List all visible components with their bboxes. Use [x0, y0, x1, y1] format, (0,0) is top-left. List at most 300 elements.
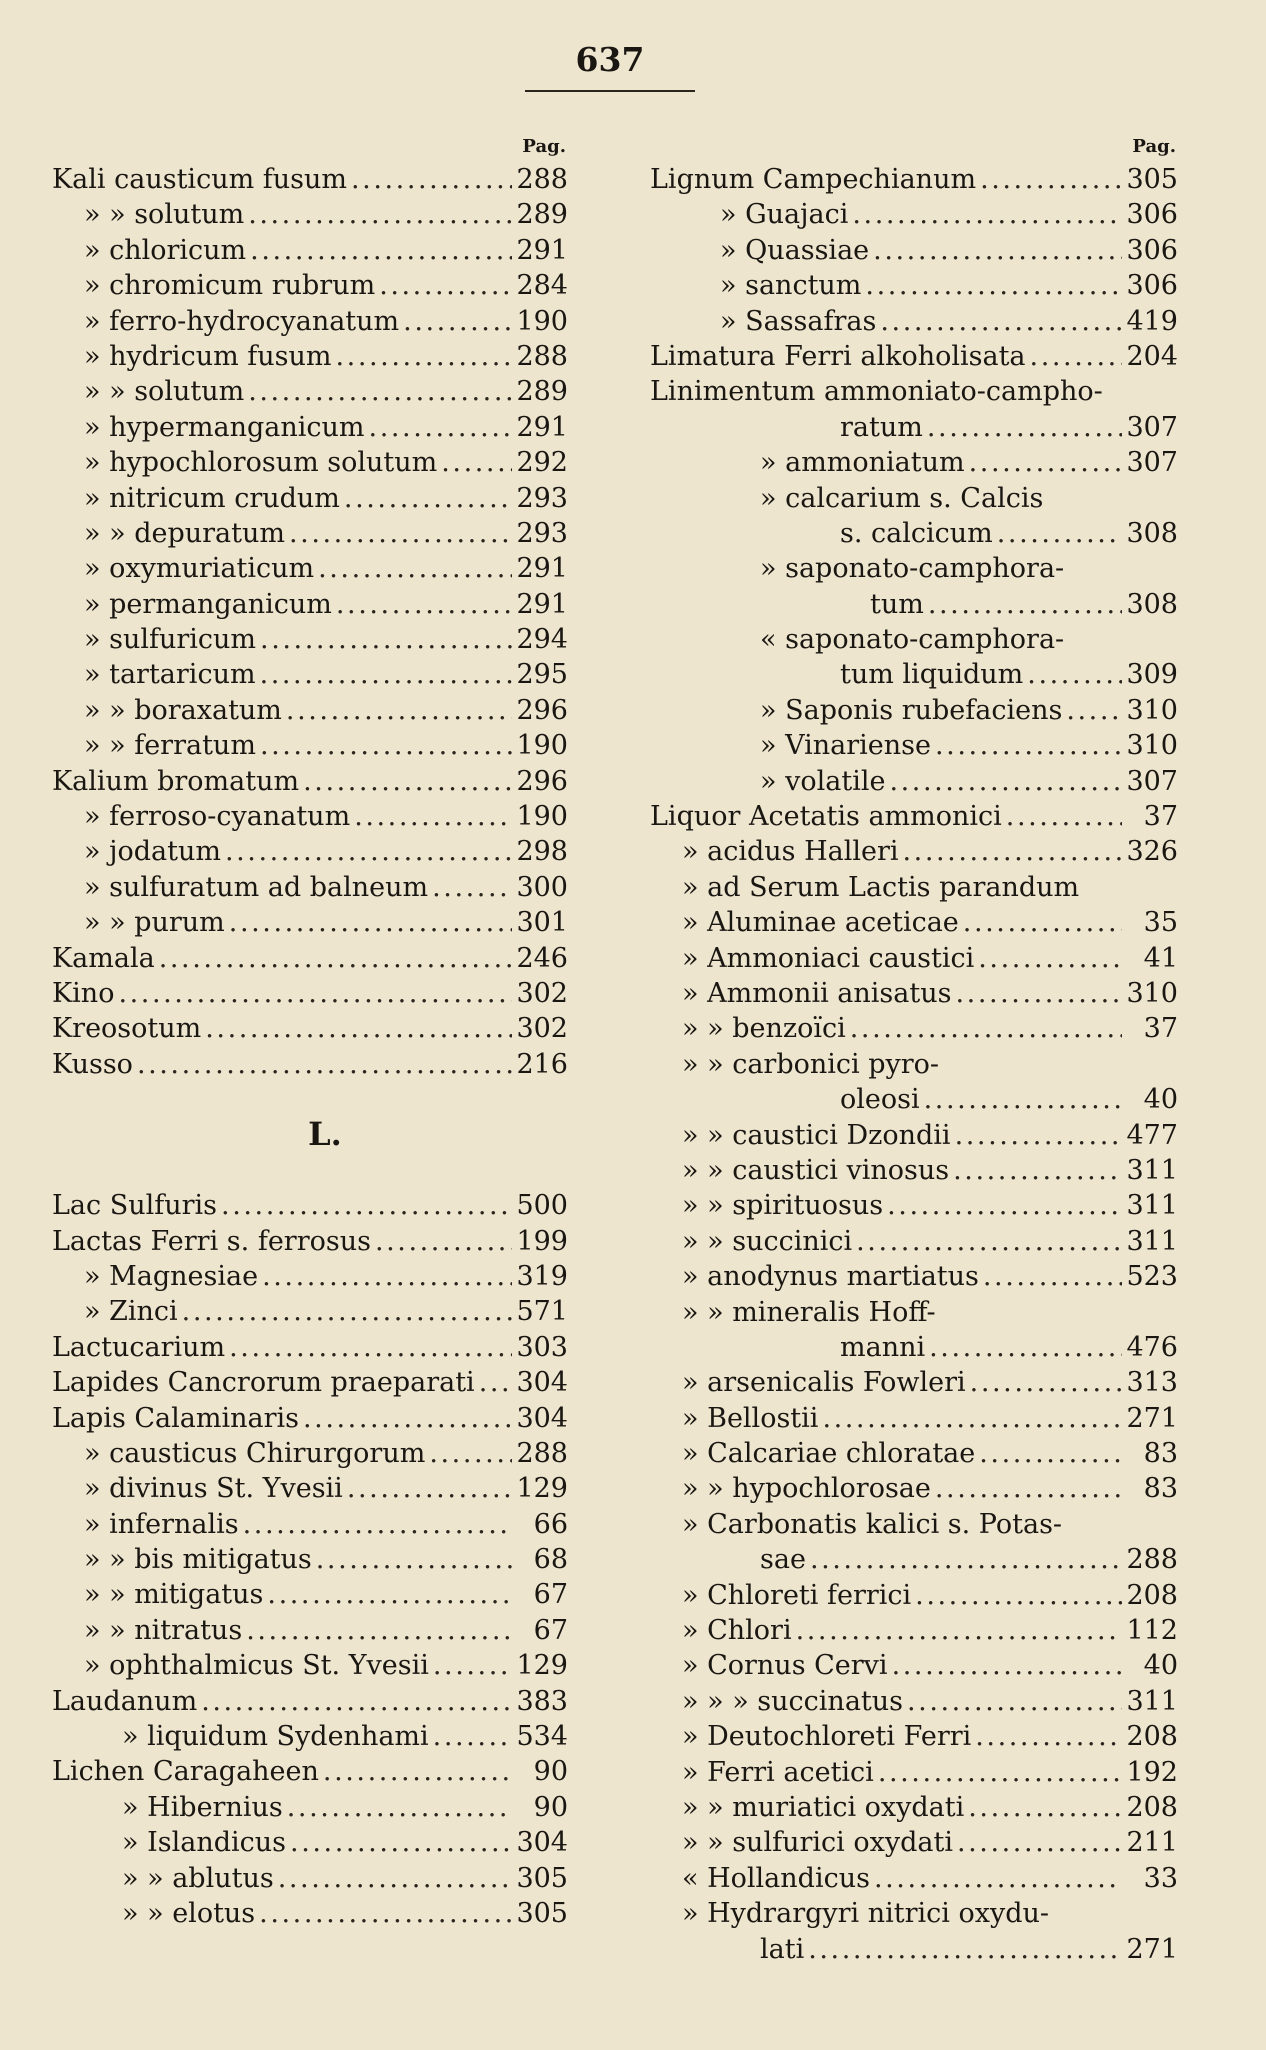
dot-leader: [267, 1577, 512, 1612]
entry-page: 66: [533, 1508, 568, 1540]
pag-label-right: Pag.: [1132, 136, 1176, 157]
entry-page: 306: [1126, 234, 1178, 266]
index-entry: [650, 799, 1178, 834]
entry-term: » » depuratum: [84, 517, 285, 549]
entry-page: 319: [516, 1260, 568, 1292]
entry-term: » » mineralis Hoff-: [682, 1296, 936, 1328]
entry-page: 477: [1126, 1119, 1178, 1151]
dot-leader: [248, 197, 512, 232]
entry-term: » » sulfurici oxydati: [682, 1827, 953, 1859]
entry-term: » ad Serum Lactis parandum: [682, 871, 1080, 903]
index-entry: [650, 1365, 1178, 1400]
entry-page: 288: [516, 164, 568, 195]
entry-term: » hydricum fusum: [84, 340, 332, 372]
entry-page: 90: [533, 1756, 568, 1788]
index-entry: [52, 941, 568, 976]
entry-term: » Carbonatis kalici s. Potas-: [682, 1508, 1063, 1540]
index-entry: [650, 728, 1178, 763]
index-entry: [650, 551, 1178, 586]
entry-page: 307: [1126, 447, 1178, 479]
entry-page: 41: [1143, 942, 1178, 974]
index-entry: [52, 1401, 568, 1436]
index-entry: [650, 445, 1178, 480]
entry-page: 208: [1126, 1579, 1178, 1611]
dot-leader: [955, 1118, 1122, 1153]
entry-page: 208: [1126, 1791, 1178, 1823]
entry-page: 40: [1143, 1084, 1178, 1116]
dot-leader: [983, 1259, 1122, 1294]
dot-leader: [955, 976, 1122, 1011]
dot-leader: [979, 1436, 1122, 1471]
entry-term: » chromicum rubrum: [84, 270, 376, 302]
dot-leader: [852, 197, 1122, 232]
entry-term: Linimentum ammoniato-campho-: [650, 376, 1103, 408]
dot-leader: [969, 445, 1122, 480]
entry-term: » » solutum: [84, 376, 245, 408]
index-entry: [650, 1542, 1178, 1577]
dot-leader: [433, 1648, 512, 1683]
entry-term: » Ferri acetici: [682, 1756, 874, 1788]
entry-page: 305: [516, 1862, 568, 1894]
entry-term: » calcarium s. Calcis: [760, 482, 1044, 514]
index-entry: [52, 976, 568, 1011]
dot-leader: [347, 1471, 512, 1506]
index-entry: [650, 941, 1178, 976]
entry-term: » causticus Chirurgorum: [84, 1437, 426, 1469]
entry-page: 37: [1143, 801, 1178, 833]
entry-term: » » caustici Dzondii: [682, 1119, 951, 1151]
entry-page: 293: [516, 482, 568, 514]
entry-page: 83: [1143, 1438, 1178, 1470]
entry-page: 296: [516, 694, 568, 726]
entry-term: » ferro-hydrocyanatum: [84, 305, 400, 337]
dot-leader: [856, 1224, 1122, 1259]
entry-page: 534: [516, 1721, 568, 1753]
dot-leader: [260, 622, 512, 657]
index-entry: [52, 233, 568, 268]
entry-term: » sulfuricum: [84, 624, 257, 656]
dot-leader: [137, 1047, 512, 1082]
entry-term: » volatile: [760, 765, 886, 797]
dot-leader: [323, 1754, 512, 1789]
entry-term: » divinus St. Yvesii: [84, 1473, 343, 1505]
entry-term: » acidus Halleri: [682, 836, 899, 868]
entry-term: » Aluminae aceticae: [682, 907, 959, 939]
entry-term: » » purum: [84, 907, 225, 939]
entry-page: 302: [516, 1013, 568, 1045]
index-entry: [650, 1507, 1178, 1542]
dot-leader: [243, 1507, 512, 1542]
entry-term: » » hypochlorosae: [682, 1473, 931, 1505]
entry-page: 305: [516, 1897, 568, 1929]
dot-leader: [997, 516, 1122, 551]
entry-term: » sanctum: [720, 270, 862, 302]
entry-page: 291: [516, 553, 568, 585]
index-entry: [52, 1188, 568, 1223]
dot-leader: [980, 162, 1122, 197]
index-entry: [52, 1648, 568, 1683]
entry-page: 271: [1126, 1933, 1178, 1965]
dot-leader: [303, 1401, 512, 1436]
entry-page: 326: [1126, 836, 1178, 868]
index-entry: [650, 1259, 1178, 1294]
entry-term: tum: [870, 588, 924, 620]
index-entry: [650, 1932, 1178, 1967]
dot-leader: [808, 1932, 1122, 1967]
entry-page: 90: [533, 1791, 568, 1823]
dot-leader: [336, 587, 512, 622]
entry-page: 216: [516, 1048, 568, 1080]
entry-term: » Vinariense: [760, 730, 931, 762]
index-entry: [650, 1578, 1178, 1613]
entry-page: 293: [516, 517, 568, 549]
entry-page: 523: [1126, 1261, 1178, 1293]
entry-page: 306: [1126, 270, 1178, 302]
index-entry: [52, 1365, 568, 1400]
entry-page: 68: [533, 1544, 568, 1576]
dot-leader: [369, 410, 512, 445]
entry-page: 306: [1126, 199, 1178, 231]
dot-leader: [260, 657, 512, 692]
dot-leader: [865, 268, 1122, 303]
entry-term: » Deutochloreti Ferri: [682, 1721, 972, 1753]
entry-term: » » muriatici oxydati: [682, 1791, 965, 1823]
entry-term: » » succinici: [682, 1225, 853, 1257]
index-entry: [650, 1047, 1178, 1082]
entry-term: » » ablutus: [122, 1862, 274, 1894]
entry-page: 476: [1126, 1331, 1178, 1363]
entry-page: 291: [516, 411, 568, 443]
entry-term: » Chlori: [682, 1615, 792, 1647]
index-entry: [650, 162, 1178, 197]
index-entry: [52, 622, 568, 657]
index-entry: [52, 728, 568, 763]
entry-term: oleosi: [840, 1084, 920, 1116]
dot-leader: [935, 1471, 1122, 1506]
entry-page: 208: [1126, 1721, 1178, 1753]
index-entry: [650, 1613, 1178, 1648]
index-entry: [52, 1719, 568, 1754]
entry-page: 40: [1143, 1650, 1178, 1682]
index-entry: [650, 905, 1178, 940]
index-entry: [52, 1047, 568, 1082]
index-entry: [650, 657, 1178, 692]
entry-term: » Cornus Cervi: [682, 1650, 888, 1682]
dot-leader: [229, 905, 512, 940]
entry-term: » saponato-camphora-: [760, 553, 1065, 585]
entry-term: tum liquidum: [840, 659, 1024, 691]
entry-term: » ammoniatum: [760, 447, 965, 479]
entry-page: 204: [1126, 340, 1178, 372]
dot-leader: [1006, 799, 1122, 834]
entry-page: 296: [516, 765, 568, 797]
index-entry: [650, 1755, 1178, 1790]
dot-leader: [796, 1613, 1122, 1648]
page-number: 637: [575, 40, 645, 79]
dot-leader: [379, 268, 512, 303]
index-entry: [650, 1330, 1178, 1365]
entry-term: » Islandicus: [122, 1827, 287, 1859]
index-entry: [52, 1754, 568, 1789]
index-entry: [650, 1295, 1178, 1330]
entry-term: » » solutum: [84, 199, 245, 231]
index-entry: [650, 481, 1178, 516]
dot-leader: [822, 1401, 1122, 1436]
entry-term: » » spirituosus: [682, 1190, 884, 1222]
dot-leader: [432, 870, 512, 905]
dot-leader: [429, 1436, 512, 1471]
index-entry: [650, 410, 1178, 445]
index-entry: [52, 445, 568, 480]
entry-term: Kalium bromatum: [52, 765, 300, 797]
dot-leader: [903, 834, 1122, 869]
entry-page: 284: [516, 270, 568, 302]
dot-leader: [1027, 657, 1122, 692]
entry-term: sae: [760, 1544, 806, 1576]
pag-label-left: Pag.: [522, 136, 566, 157]
index-entry: [650, 1188, 1178, 1223]
index-entry: [650, 268, 1178, 303]
entry-term: » hypermanganicum: [84, 411, 365, 443]
dot-leader: [878, 1755, 1122, 1790]
entry-term: » Bellostii: [682, 1402, 819, 1434]
dot-leader: [403, 304, 512, 339]
index-entry: [650, 516, 1178, 551]
entry-term: » » carbonici pyro-: [682, 1048, 940, 1080]
dot-leader: [887, 1188, 1122, 1223]
entry-term: » Quassiae: [720, 234, 870, 266]
dot-leader: [850, 1011, 1122, 1046]
entry-term: « Hollandicus: [682, 1862, 870, 1894]
entry-page: 419: [1126, 305, 1178, 337]
entry-page: 311: [1126, 1154, 1178, 1186]
entry-page: 289: [516, 376, 568, 408]
index-entry: [52, 1861, 568, 1896]
dot-leader: [354, 799, 512, 834]
dot-leader: [1030, 339, 1122, 374]
entry-page: 298: [516, 836, 568, 868]
index-column-left: [52, 132, 568, 1931]
index-entry: [52, 1790, 568, 1825]
dot-leader: [433, 1719, 512, 1754]
entry-term: s. calcicum: [840, 517, 993, 549]
entry-term: » Hibernius: [122, 1791, 283, 1823]
index-entry: [52, 905, 568, 940]
entry-page: 309: [1126, 659, 1178, 691]
dot-leader: [968, 1790, 1122, 1825]
index-entry: [52, 1294, 568, 1329]
entry-term: Kali causticum fusum: [52, 164, 347, 195]
dot-leader: [892, 1648, 1122, 1683]
entry-page: 300: [516, 871, 568, 903]
index-entry: [52, 1542, 568, 1577]
entry-term: « saponato-camphora-: [760, 624, 1065, 656]
index-entry: [52, 1471, 568, 1506]
dot-leader: [927, 410, 1122, 445]
entry-term: » hypochlorosum solutum: [84, 447, 438, 479]
index-entry: [52, 1011, 568, 1046]
dot-leader: [201, 1684, 512, 1719]
index-entry: [650, 197, 1178, 232]
entry-page: 313: [1126, 1367, 1178, 1399]
entry-page: 291: [516, 588, 568, 620]
entry-page: 37: [1143, 1013, 1178, 1045]
dot-leader: [975, 1719, 1122, 1754]
dot-leader: [375, 1224, 512, 1259]
index-entry: [650, 1082, 1178, 1117]
index-entry: [650, 834, 1178, 869]
index-entry: [650, 870, 1178, 905]
entry-page: 292: [516, 447, 568, 479]
dot-leader: [928, 587, 1122, 622]
entry-term: » » mitigatus: [84, 1579, 264, 1611]
entry-page: 310: [1126, 977, 1178, 1009]
entry-page: 304: [516, 1827, 568, 1859]
entry-term: Lapides Cancrorum praeparati: [52, 1367, 475, 1399]
dot-leader: [229, 1330, 512, 1365]
entry-page: 304: [516, 1402, 568, 1434]
dot-leader: [963, 905, 1122, 940]
entry-term: » Ammoniaci caustici: [682, 942, 975, 974]
index-entry: [52, 1577, 568, 1612]
dot-leader: [873, 233, 1122, 268]
entry-term: » oxymuriaticum: [84, 553, 315, 585]
dot-leader: [159, 941, 512, 976]
dot-leader: [810, 1542, 1122, 1577]
index-entry: [52, 516, 568, 551]
entry-term: » » benzoïci: [682, 1013, 846, 1045]
entry-term: Kusso: [52, 1048, 133, 1080]
index-entry: [650, 693, 1178, 728]
entry-page: 246: [516, 942, 568, 974]
entry-page: 291: [516, 234, 568, 266]
dot-leader: [970, 1365, 1122, 1400]
entry-term: » arsenicalis Fowleri: [682, 1367, 966, 1399]
header-rule: [525, 90, 695, 92]
entry-page: 307: [1126, 765, 1178, 797]
entry-page: 307: [1126, 411, 1178, 443]
entry-term: » tartaricum: [84, 659, 256, 691]
index-entry: [650, 1224, 1178, 1259]
entry-term: » chloricum: [84, 234, 247, 266]
entry-term: Liquor Acetatis ammonici: [650, 801, 1002, 833]
entry-term: » » boraxatum: [84, 694, 282, 726]
index-entry: [52, 587, 568, 622]
entry-term: » Chloreti ferrici: [682, 1579, 912, 1611]
dot-leader: [880, 304, 1122, 339]
dot-leader: [924, 1082, 1122, 1117]
index-entry: [52, 1896, 568, 1931]
entry-term: Lignum Campechianum: [650, 164, 977, 195]
dot-leader: [915, 1578, 1122, 1613]
entry-term: » liquidum Sydenhami: [122, 1721, 429, 1753]
entry-page: 271: [1126, 1402, 1178, 1434]
entry-term: » » nitratus: [84, 1614, 243, 1646]
entry-page: 83: [1143, 1473, 1178, 1505]
index-entry: [52, 197, 568, 232]
dot-leader: [929, 1330, 1122, 1365]
entry-page: 192: [1126, 1756, 1178, 1788]
entry-term: Lactas Ferri s. ferrosus: [52, 1225, 371, 1257]
entry-term: » » ferratum: [84, 730, 256, 762]
entry-page: 35: [1143, 907, 1178, 939]
entry-term: » nitricum crudum: [84, 482, 340, 514]
entry-page: 294: [516, 624, 568, 656]
entry-page: 571: [516, 1296, 568, 1328]
entry-page: 311: [1126, 1225, 1178, 1257]
entry-term: » Zinci: [84, 1296, 178, 1328]
dot-leader: [118, 976, 512, 1011]
dot-leader: [874, 1861, 1122, 1896]
index-entry: [52, 481, 568, 516]
entry-term: » sulfuratum ad balneum: [84, 871, 429, 903]
entry-page: 288: [516, 340, 568, 372]
index-entry: [52, 1259, 568, 1294]
index-entry: [52, 799, 568, 834]
entry-term: » ophthalmicus St. Yvesii: [84, 1650, 429, 1682]
index-entry: [52, 374, 568, 409]
entry-page: 190: [516, 801, 568, 833]
entry-page: 304: [516, 1367, 568, 1399]
entry-page: 190: [516, 730, 568, 762]
entry-page: 301: [516, 907, 568, 939]
dot-leader: [978, 941, 1122, 976]
index-entry: [52, 304, 568, 339]
index-entry: [650, 1719, 1178, 1754]
dot-leader: [221, 1188, 512, 1223]
entry-term: » anodynus martiatus: [682, 1261, 979, 1293]
entry-page: 288: [516, 1437, 568, 1469]
entry-term: ratum: [840, 411, 923, 443]
index-entry: [650, 304, 1178, 339]
entry-term: » Magnesiae: [84, 1260, 259, 1292]
dot-leader: [935, 728, 1122, 763]
dot-leader: [303, 764, 512, 799]
entry-page: 112: [1126, 1615, 1178, 1647]
dot-leader: [957, 1825, 1122, 1860]
dot-leader: [278, 1861, 512, 1896]
section-letter: L.: [308, 1115, 342, 1154]
entry-term: Kino: [52, 977, 115, 1009]
entry-page: 129: [516, 1473, 568, 1505]
entry-page: 211: [1126, 1827, 1178, 1859]
entry-page: 33: [1143, 1862, 1178, 1894]
index-entry: [52, 1436, 568, 1471]
dot-leader: [479, 1365, 512, 1400]
index-entry: [650, 1825, 1178, 1860]
entry-term: Laudanum: [52, 1685, 198, 1717]
index-entry: [52, 1224, 568, 1259]
index-entry: [52, 764, 568, 799]
dot-leader: [246, 1613, 512, 1648]
dot-leader: [889, 764, 1122, 799]
entry-term: » Calcariae chloratae: [682, 1438, 976, 1470]
dot-leader: [344, 481, 512, 516]
index-entry: [52, 268, 568, 303]
dot-leader: [182, 1294, 512, 1329]
entry-page: 500: [516, 1190, 568, 1222]
index-entry: [52, 410, 568, 445]
entry-page: 190: [516, 305, 568, 337]
dot-leader: [336, 339, 513, 374]
entry-term: » Hydrargyri nitrici oxydu-: [682, 1898, 1050, 1930]
dot-leader: [318, 551, 512, 586]
entry-page: 308: [1126, 517, 1178, 549]
index-entry: [52, 1507, 568, 1542]
index-entry: [52, 1825, 568, 1860]
entry-term: » permanganicum: [84, 588, 332, 620]
dot-leader: [286, 693, 512, 728]
